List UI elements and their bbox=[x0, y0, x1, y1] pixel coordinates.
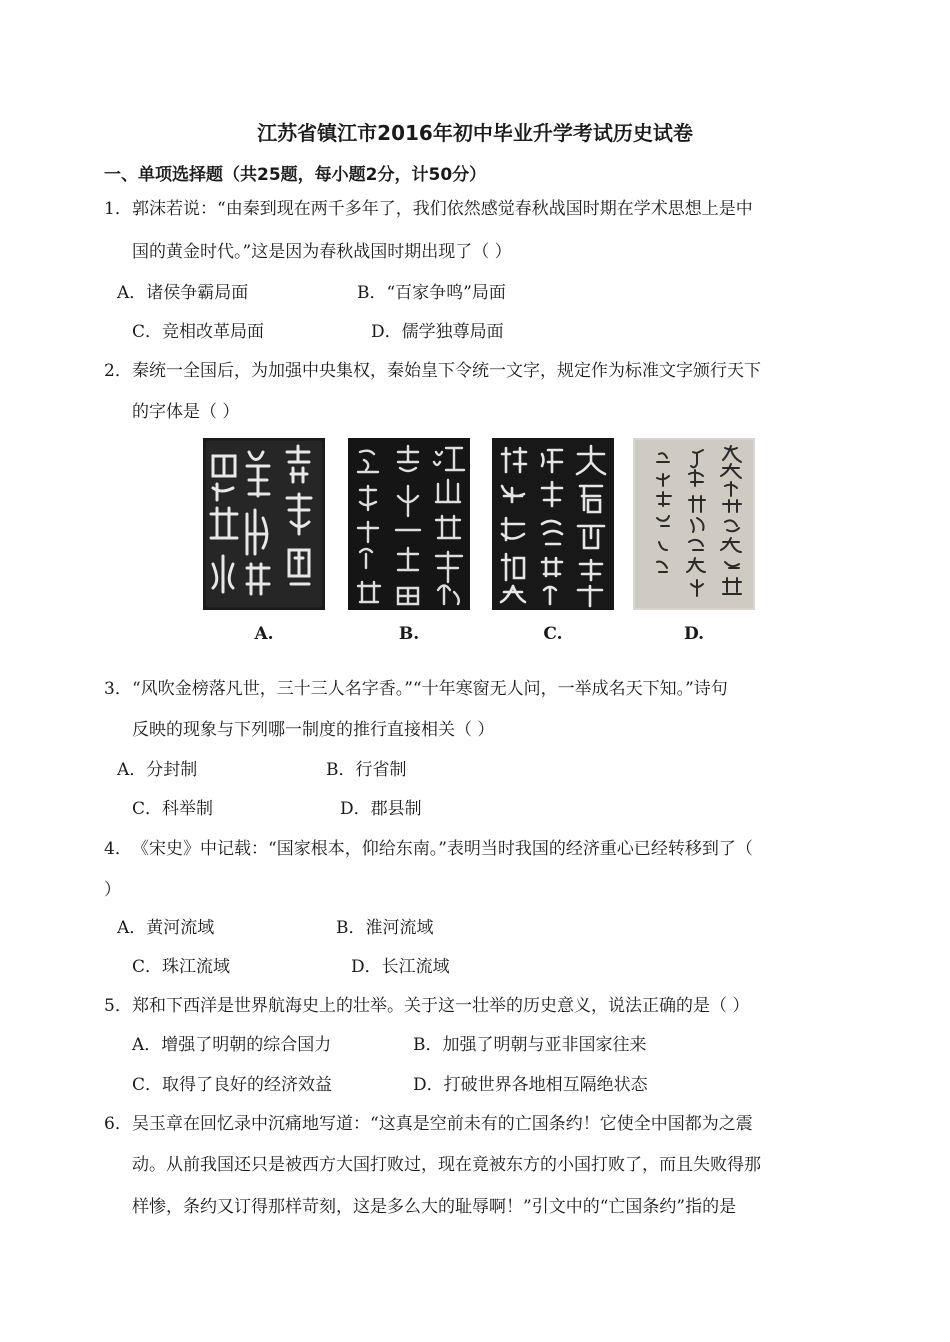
regular-script-rubbing-image bbox=[492, 438, 614, 610]
question-6-text: 吴玉章在回忆录中沉痛地写道：“这真是空前未有的亡国条约！它使全中国都为之震 bbox=[132, 1114, 753, 1134]
question-number: 5． bbox=[104, 996, 132, 1016]
question-number: 6． bbox=[104, 1114, 132, 1134]
option-a: A．增强了明朝的综合国力 bbox=[132, 1035, 332, 1055]
option-a: A．黄河流域 bbox=[117, 918, 215, 938]
option-d: D．郡县制 bbox=[340, 799, 422, 819]
question-number: 3． bbox=[104, 679, 132, 699]
question-number: 1． bbox=[104, 199, 132, 219]
figure-label-d: D. bbox=[683, 624, 705, 644]
option-a: A．分封制 bbox=[117, 760, 198, 780]
question-5-text: 郑和下西洋是世界航海史上的壮举。关于这一壮举的历史意义，说法正确的是（ ） bbox=[132, 996, 750, 1016]
section-heading: 一、单项选择题（共25题，每小题2分，计50分） bbox=[104, 165, 487, 185]
question-1-text-cont: 国的黄金时代。”这是因为春秋战国时期出现了（ ） bbox=[132, 242, 512, 262]
figure-label-b: B. bbox=[398, 624, 420, 644]
question-number: 2． bbox=[104, 361, 132, 381]
option-c: C．珠江流域 bbox=[132, 957, 231, 977]
question-3-text-cont: 反映的现象与下列哪一制度的推行直接相关（ ） bbox=[132, 720, 495, 740]
question-6-text-cont: 样惨，条约又订得那样苛刻，这是多么大的耻辱啊！”引文中的“亡国条约”指的是 bbox=[132, 1197, 737, 1217]
question-4-text-cont: ） bbox=[104, 880, 121, 900]
figure-label-c: C. bbox=[543, 624, 563, 644]
question-6-text-cont: 动。从前我国还只是被西方大国打败过，现在竟被东方的小国打败了，而且失败得那 bbox=[132, 1155, 761, 1175]
question-4-text: 《宋史》中记载：“国家根本，仰给东南。”表明当时我国的经济重心已经转移到了（ bbox=[132, 839, 753, 859]
calligraphy-figures bbox=[200, 438, 800, 648]
calligraphy-rubbing-image bbox=[348, 438, 470, 610]
running-script-manuscript-image bbox=[633, 438, 755, 610]
option-d: D．长江流域 bbox=[351, 957, 450, 977]
question-2-text-cont: 的字体是（ ） bbox=[132, 402, 240, 422]
page-title: 江苏省镇江市2016年初中毕业升学考试历史试卷 bbox=[257, 121, 693, 145]
option-c: C．科举制 bbox=[132, 799, 214, 819]
question-number: 4． bbox=[104, 839, 132, 859]
option-c: C．竞相改革局面 bbox=[132, 322, 265, 342]
option-b: B．加强了明朝与亚非国家往来 bbox=[413, 1035, 647, 1055]
option-d: D．儒学独尊局面 bbox=[371, 322, 504, 342]
option-d: D．打破世界各地相互隔绝状态 bbox=[413, 1075, 648, 1095]
question-2-text: 秦统一全国后，为加强中央集权，秦始皇下令统一文字，规定作为标准文字颁行天下 bbox=[132, 361, 761, 381]
option-b: B．淮河流域 bbox=[336, 918, 434, 938]
question-1-text: 郭沫若说：“由秦到现在两千多年了，我们依然感觉春秋战国时期在学术思想上是中 bbox=[132, 199, 753, 219]
option-b: B．“百家争鸣”局面 bbox=[357, 283, 506, 303]
option-b: B．行省制 bbox=[326, 760, 407, 780]
seal-script-rubbing-image bbox=[203, 438, 325, 610]
figure-label-a: A. bbox=[254, 624, 274, 644]
option-a: A．诸侯争霸局面 bbox=[117, 283, 249, 303]
question-3-text: “风吹金榜落凡世，三十三人名字香。”“十年寒窗无人问，一举成名天下知。”诗句 bbox=[132, 679, 728, 699]
option-c: C．取得了良好的经济效益 bbox=[132, 1075, 333, 1095]
